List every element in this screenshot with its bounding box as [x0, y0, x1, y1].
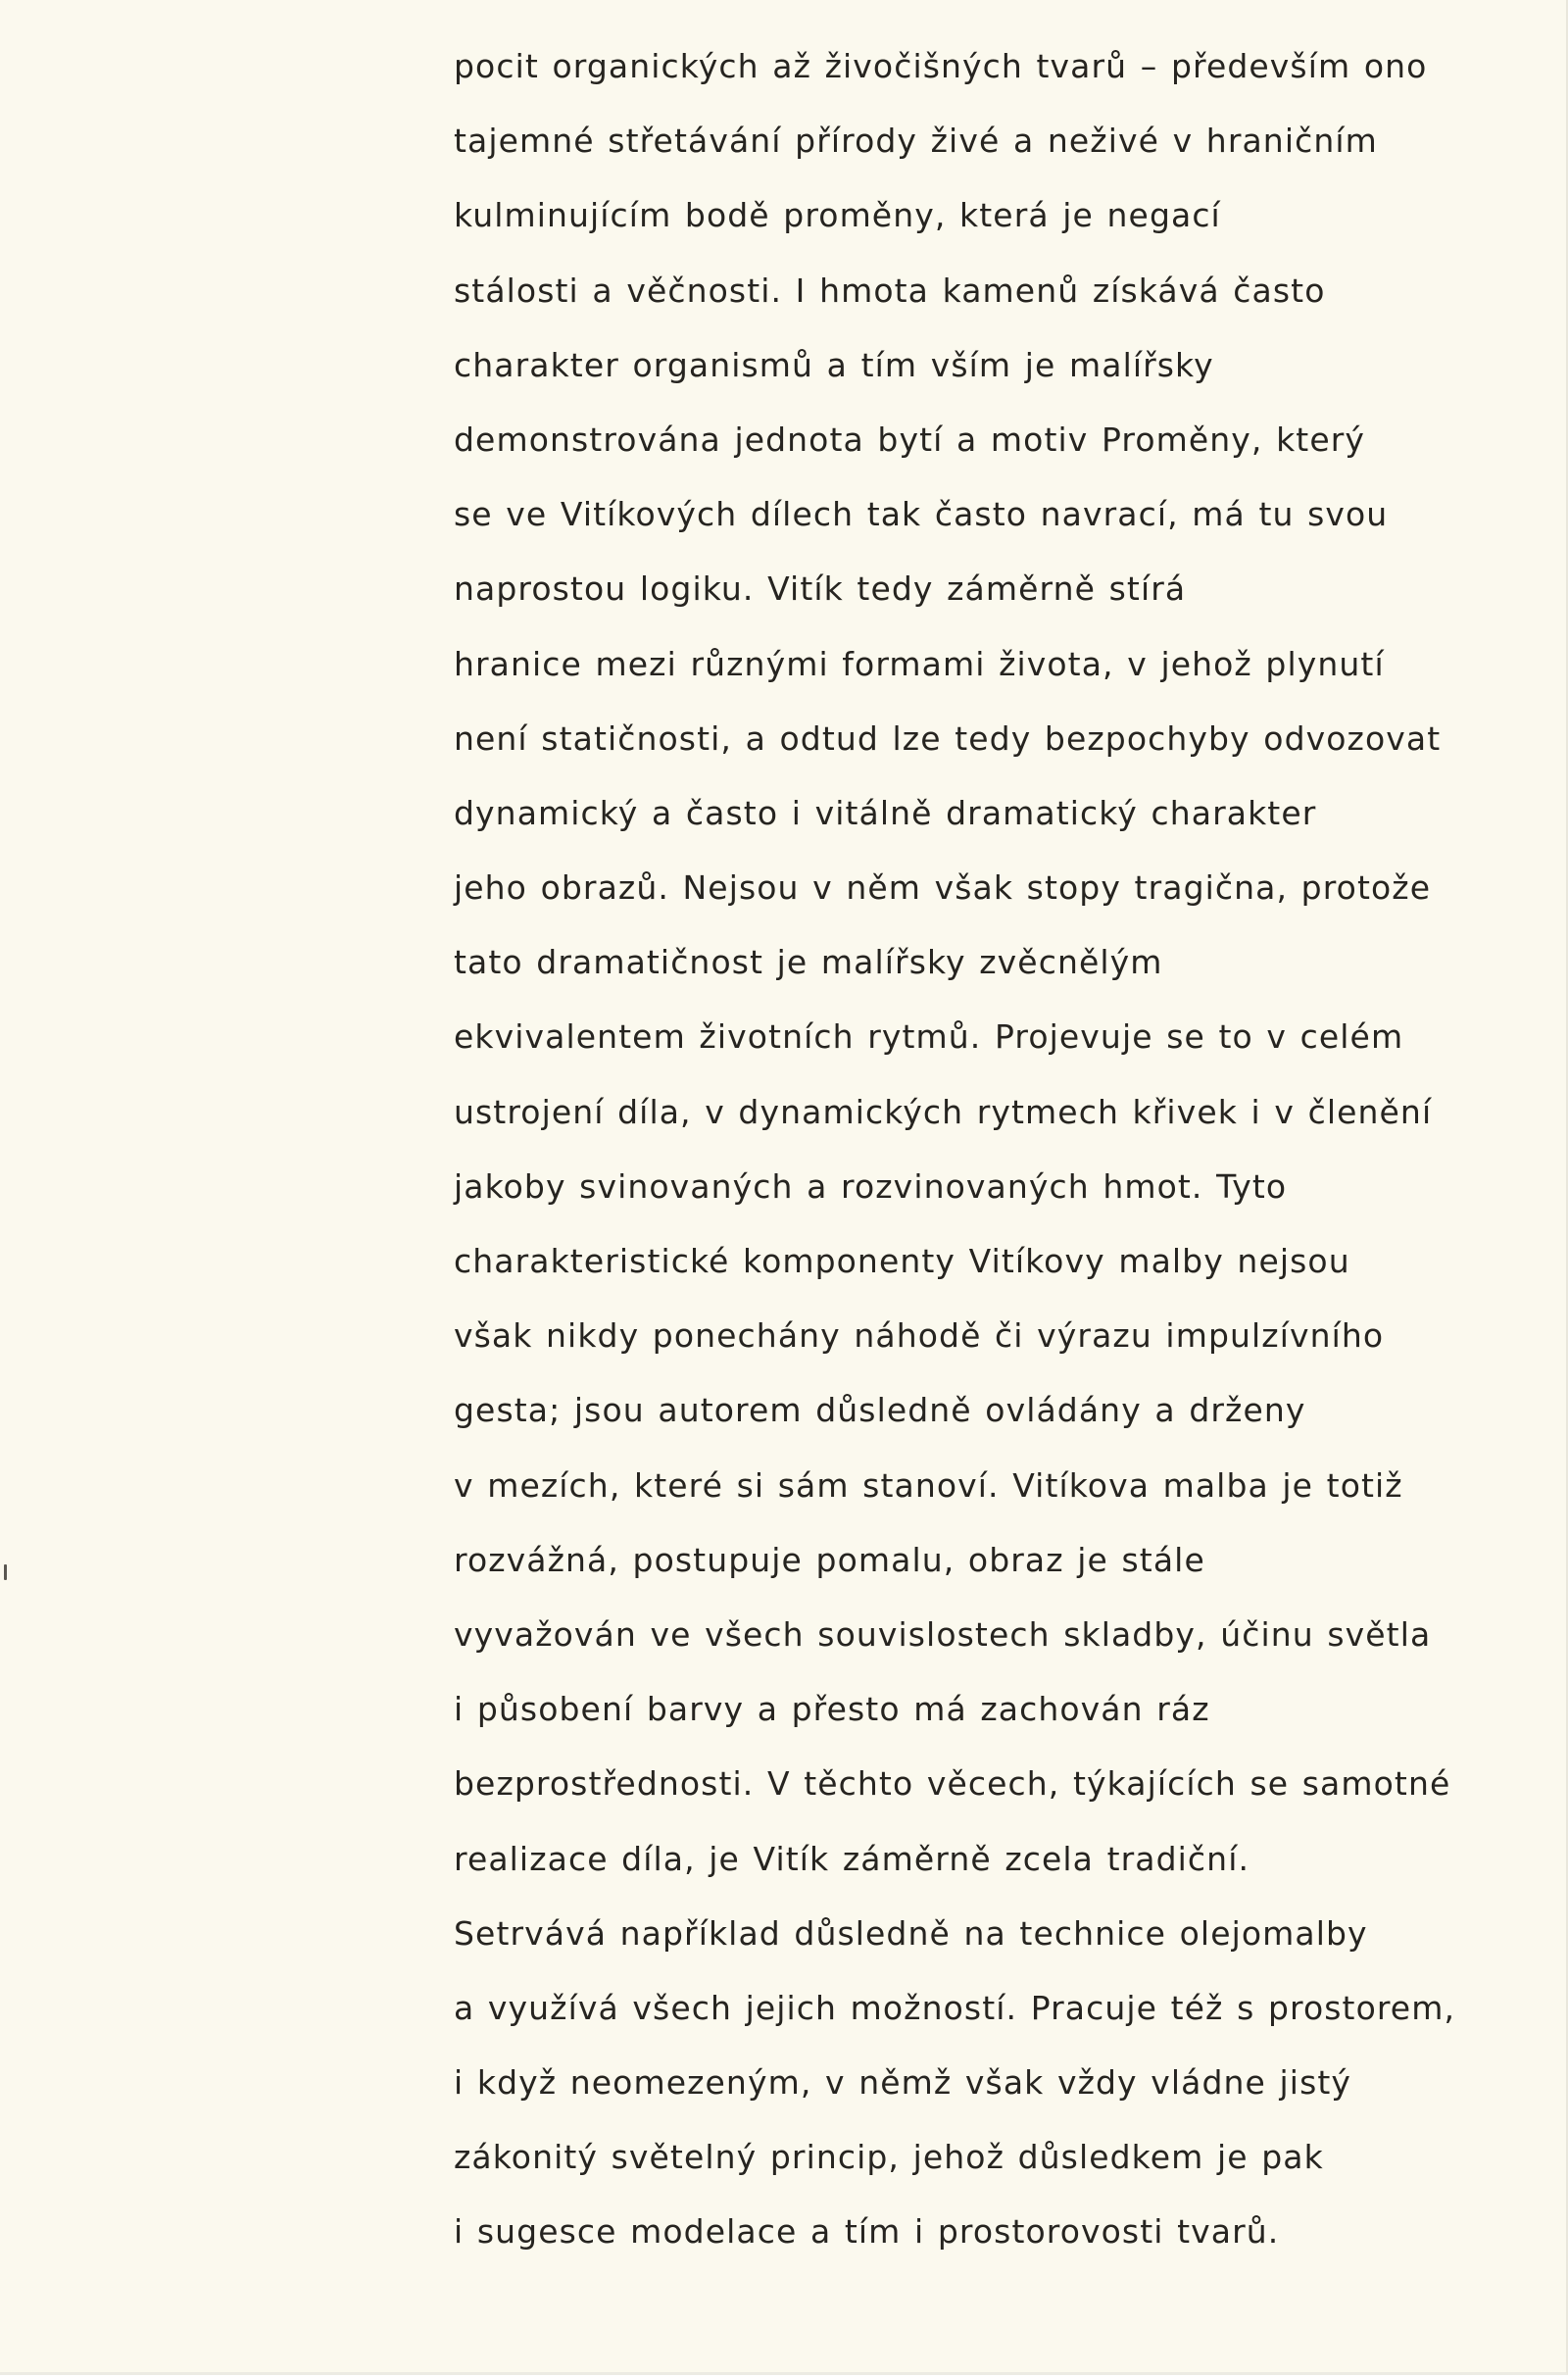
body-text [454, 29, 1456, 2270]
text-line: ustrojení díla, v dynamických rytmech křivek i v členění [454, 1092, 1433, 1131]
text-line: Setrvává například důsledně na technice olejomalby [454, 1913, 1368, 1953]
text-line: hranice mezi různými formami života, v jehož plynutí [454, 644, 1385, 683]
text-line: kulminujícím bodě proměny, která je negací [454, 196, 1221, 235]
text-line: i sugesce modelace a tím i prostorovosti tvarů. [454, 2212, 1280, 2252]
text-line: bezprostřednosti. V těchto věcech, týkajících se samotné [454, 1764, 1451, 1804]
margin-mark [4, 1564, 7, 1580]
text-line: realizace díla, je Vitík záměrně zcela tradiční. [454, 1839, 1250, 1878]
text-line: tato dramatičnost je malířsky zvěcnělým [454, 943, 1163, 982]
text-line: v mezích, které si sám stanoví. Vitíkova malba je totiž [454, 1465, 1403, 1505]
text-line: charakteristické komponenty Vitíkovy malby nejsou [454, 1242, 1350, 1280]
text-line: ekvivalentem životních rytmů. Projevuje se to v celém [454, 1017, 1404, 1057]
text-line: i působení barvy a přesto má zachován ráz [454, 1690, 1210, 1729]
text-line: naprostou logiku. Vitík tedy záměrně stírá [454, 569, 1187, 609]
text-line: rozvážná, postupuje pomalu, obraz je stále [454, 1540, 1205, 1579]
text-line: dynamický a často i vitálně dramatický charakter [454, 793, 1317, 832]
text-line: tajemné střetávání přírody živé a neživé v hraničním [454, 122, 1378, 161]
text-line: demonstrována jednota bytí a motiv Proměny, který [454, 420, 1366, 459]
text-line: charakter organismů a tím vším je malířsky [454, 345, 1214, 384]
text-line: stálosti a věčnosti. I hmota kamenů získává často [454, 271, 1326, 310]
text-line: není statičnosti, a odtud lze tedy bezpochyby odvozovat [454, 718, 1442, 758]
text-line: i když neomezeným, v němž však vždy vládne jistý [454, 2063, 1352, 2103]
text-line: vyvažován ve všech souvislostech skladby, účinu světla [454, 1614, 1432, 1654]
text-line: se ve Vitíkových dílech tak často navrací, má tu svou [454, 495, 1389, 534]
text-line: a využívá všech jejich možností. Pracuje též s prostorem, [454, 1988, 1456, 2027]
text-line: jakoby svinovaných a rozvinovaných hmot. Tyto [454, 1166, 1288, 1206]
text-line: pocit organických až živočišných tvarů – především ono [454, 47, 1428, 85]
text-line: gesta; jsou autorem důsledně ovládány a drženy [454, 1391, 1306, 1430]
text-line: však nikdy ponechány náhodě či výrazu impulzívního [454, 1316, 1385, 1356]
text-line: zákonitý světelný princip, jehož důsledkem je pak [454, 2138, 1324, 2177]
text-line: jeho obrazů. Nejsou v něm však stopy tragična, protože [454, 868, 1432, 908]
